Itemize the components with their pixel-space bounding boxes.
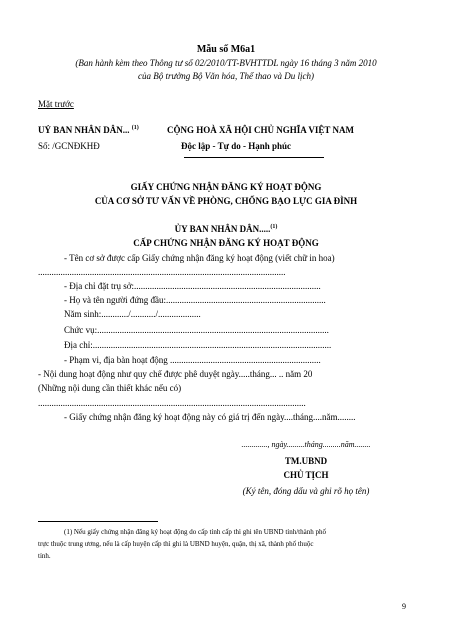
national-motto: Độc lập - Tự do - Hạnh phúc [181, 141, 292, 151]
field-head-address: Địa chỉ:.......................................................................................................... [64, 340, 332, 350]
field-scope: - Phạm vi, địa bàn hoạt động ................................................................... [64, 355, 321, 365]
field-validity: - Giấy chứng nhận đăng ký hoạt động này có giá trị đến ngày....tháng....năm........ [64, 412, 356, 422]
field-address: - Địa chỉ đặt trụ sở:................................................................................... [64, 281, 321, 291]
field-facility-name-blank: .............................................................................................................. [38, 267, 286, 277]
signature-date: ............., ngày.........tháng.........năm........ [241, 440, 371, 449]
issued-by-line-2: của Bộ trưởng Bộ Văn hóa, Thể thao và Du lịch) [138, 71, 314, 81]
footnote-separator [38, 521, 158, 522]
footnote-line-1: (1) Nếu giấy chứng nhận đăng ký hoạt động do cấp tỉnh cấp thì ghi tên UBND tỉnh/thành phố [64, 528, 326, 536]
signature-instruction: (Ký tên, đóng dấu và ghi rõ họ tên) [242, 486, 370, 496]
field-other-content: (Những nội dung cần thiết khác nếu có) [38, 383, 182, 393]
field-head-name: - Họ và tên người đứng đầu:....................................................................... [64, 295, 326, 305]
title-line-2: CỦA CƠ SỞ TƯ VẤN VỀ PHÒNG, CHỐNG BẠO LỰC GIA ĐÌNH [94, 196, 358, 206]
committee-name: UỶ BAN NHÂN DÂN... $^{(1)}$ [38, 125, 139, 135]
certificate-number: Số: /GCNĐKHĐ [38, 141, 100, 151]
footnote-line-2: trực thuộc trung ương, nếu là cấp huyện cấp thì ghi là UBND huyện, quận, thị xã, thành phố thuộc [38, 540, 314, 548]
footnote-line-3: tỉnh. [38, 552, 51, 560]
motto-underline [184, 157, 324, 158]
republic-name: CỘNG HOÀ XÃ HỘI CHỦ NGHĨA VIỆT NAM [167, 125, 354, 135]
title-line-1: GIẤY CHỨNG NHẬN ĐĂNG KÝ HOẠT ĐỘNG [130, 182, 322, 192]
field-facility-name: - Tên cơ sở được cấp Giấy chứng nhận đăng ký hoạt động (viết chữ in hoa) [64, 253, 335, 263]
issued-by-line-1: (Ban hành kèm theo Thông tư số 02/2010/TT-BVHTTDL ngày 16 tháng 3 năm 2010 [75, 58, 377, 68]
issuer-line-1: ỦY BAN NHÂN DÂN.....$^{(1)}$ [174, 224, 278, 234]
field-activity-content: - Nội dung hoạt động như quy chế được phê duyệt ngày.....tháng... .. năm 20 [38, 369, 313, 379]
issuer-line-2: CẤP CHỨNG NHẬN ĐĂNG KÝ HOẠT ĐỘNG [133, 238, 319, 248]
field-position: Chức vụ:....................................................................................................... [64, 325, 329, 335]
signature-org: TM.UBND [284, 456, 328, 466]
field-birth-year: Năm sinh:............/.........../................... [64, 309, 201, 319]
signature-role: CHỦ TỊCH [283, 470, 329, 480]
field-other-content-blank: ....................................................................................................................... [38, 398, 306, 408]
front-side-label: Mặt trước [38, 99, 74, 109]
form-number: Mẫu số M6a1 [196, 44, 256, 55]
page-number: 9 [402, 602, 406, 611]
